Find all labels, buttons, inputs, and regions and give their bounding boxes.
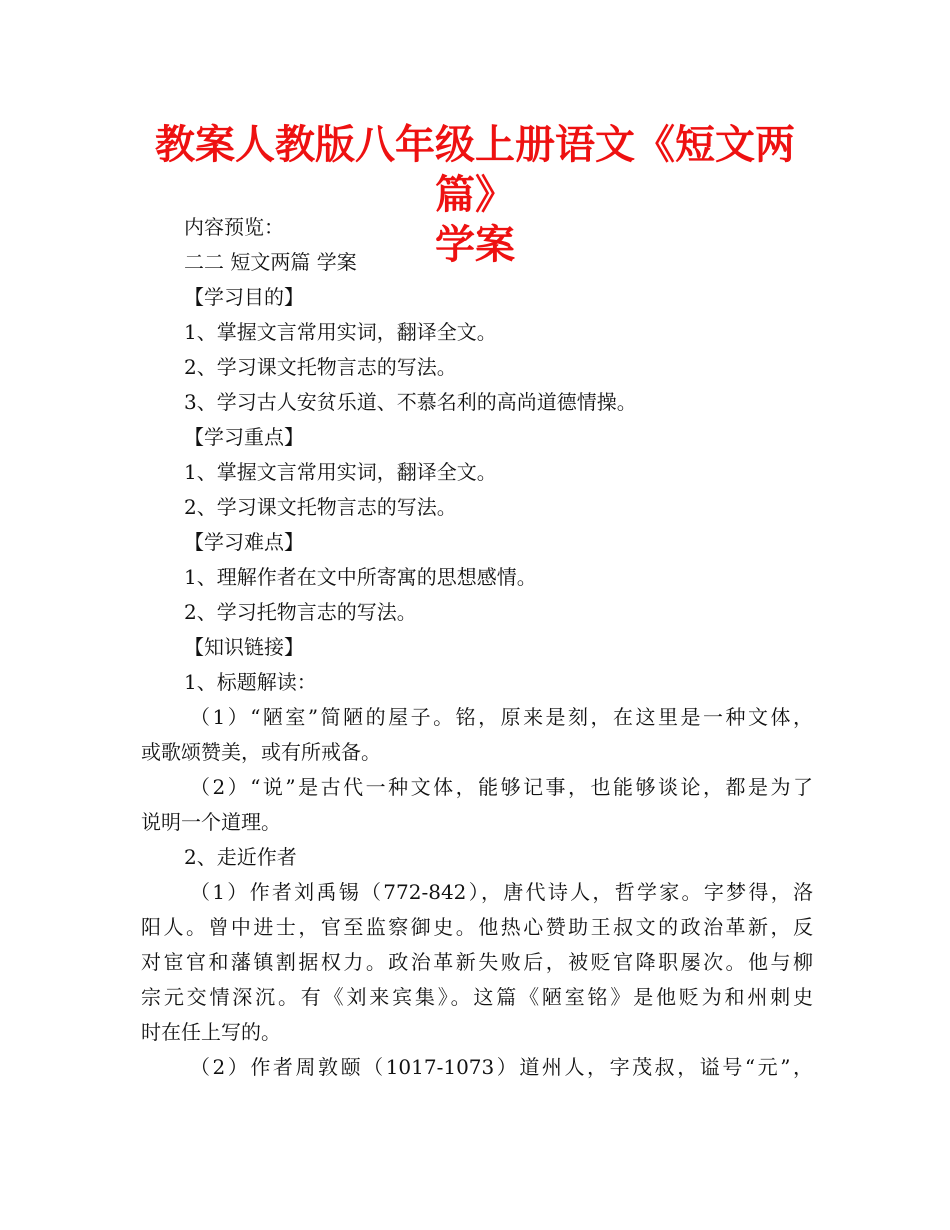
title-line-1: 教案人教版八年级上册语文《短文两篇》	[155, 122, 795, 218]
list-item: 2、学习课文托物言志的写法。	[184, 495, 457, 519]
paragraph-line: 时在任上写的。	[141, 1020, 281, 1044]
lesson-heading: 二二 短文两篇 学案	[184, 250, 357, 274]
paragraph-line: 对宦官和藩镇割据权力。政治革新失败后，被贬官降职屡次。他与柳	[141, 950, 813, 974]
list-item: 1、理解作者在文中所寄寓的思想感情。	[184, 565, 537, 589]
document-body	[141, 210, 813, 1085]
paragraph-line: 或歌颂赞美，或有所戒备。	[141, 740, 381, 764]
section-heading-key-points: 【学习重点】	[184, 425, 304, 449]
paragraph-line: （2）“说”是古代一种文体，能够记事，也能够谈论，都是为了	[190, 775, 813, 799]
list-item: 1、掌握文言常用实词，翻译全文。	[184, 460, 497, 484]
paragraph-line: 阳人。曾中进士，官至监察御史。他热心赞助王叔文的政治革新，反	[141, 915, 813, 939]
paragraph-line: 宗元交情深沉。有《刘来宾集》。这篇《陋室铭》是他贬为和州刺史	[141, 985, 813, 1009]
list-item: 1、掌握文言常用实词，翻译全文。	[184, 320, 497, 344]
paragraph-line: （2）作者周敦颐（1017-1073）道州人，字茂叔，谥号“元”，	[190, 1055, 813, 1079]
list-item: 2、走近作者	[184, 845, 297, 869]
list-item: 2、学习托物言志的写法。	[184, 600, 417, 624]
list-item: 1、标题解读：	[184, 670, 317, 694]
list-item: 2、学习课文托物言志的写法。	[184, 355, 457, 379]
list-item: 3、学习古人安贫乐道、不慕名利的高尚道德情操。	[184, 390, 637, 414]
section-heading-difficulties: 【学习难点】	[184, 530, 304, 554]
section-heading-knowledge-links: 【知识链接】	[184, 635, 304, 659]
paragraph-line: （1）“陋室”简陋的屋子。铭，原来是刻，在这里是一种文体，	[190, 705, 813, 729]
paragraph-line: （1）作者刘禹锡（772-842），唐代诗人，哲学家。字梦得，洛	[190, 880, 813, 904]
paragraph-line: 说明一个道理。	[141, 810, 281, 834]
preview-label: 内容预览：	[184, 215, 284, 239]
section-heading-objectives: 【学习目的】	[184, 285, 304, 309]
title-line-2: 学案	[435, 222, 515, 268]
